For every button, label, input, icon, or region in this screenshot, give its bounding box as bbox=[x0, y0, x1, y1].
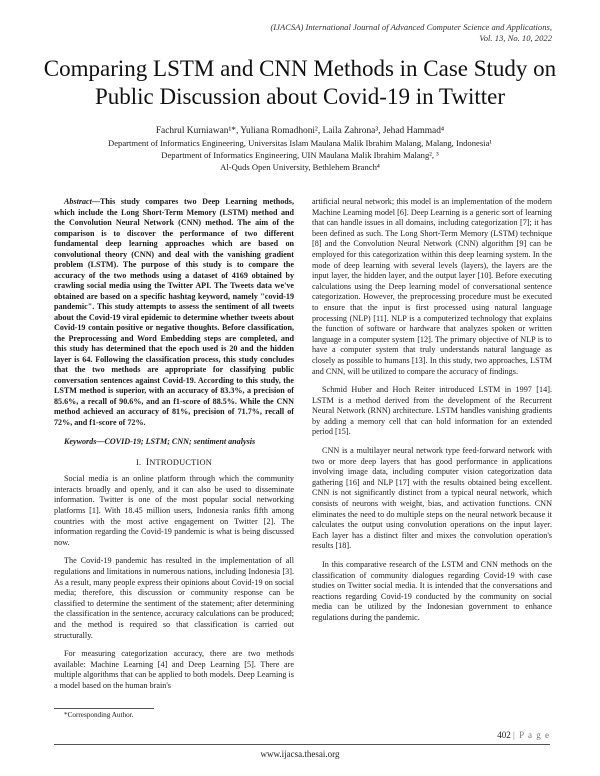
abstract-text: This study compares two Deep Learning methods, which include the Long Short-Term Memory (LSTM) method and the Convolution Neural Network (CNN) method. The aim of the comparison is to discover the performance of two different fundamental deep learning approaches which are based on convolutional theory (CNN) and deal with the vanishing gradient problem (LSTM). The purpose of this study is to compare the accuracy of the two methods using a dataset of 4169 obtained by crawling social media using the Twitter API. The Tweets data we've obtained are based on a specific hashtag keyword, namely "covid-19 pandemic". This study attempts to assess the sentiment of all tweets about the Covid-19 viral epidemic to determine whether tweets about Covid-19 contain positive or negative thoughts. Before classification, the Preprocessing and Word Embedding steps are completed, and this study has determined that the epoch used is 20 and the hidden layer is 64. Following the classification process, this study concludes that the two methods are appropriate for classifying public conversation sentences against Covid-19. According to this study, the LSTM method is superior, with an accuracy of 83.3%, a precision of 85.6%, a recall of 90.6%, and an f1-score of 88.5%. While the CNN method achieved an accuracy of 81%, precision of 71.7%, recall of 72%, and f1-score of 72%. bbox=[54, 197, 294, 427]
section-rest: NTRODUCTION bbox=[149, 457, 212, 467]
section-initial: I bbox=[145, 456, 150, 468]
paper-title: Comparing LSTM and CNN Methods in Case Study on Public Discussion about Covid-19 in Twitter bbox=[43, 56, 557, 109]
page-label: | P a g e bbox=[513, 730, 550, 740]
author-list: Fachrul Kurniawan¹*, Yuliana Romadhoni², Laila Zahrona³, Jehad Hammad⁴ bbox=[155, 126, 445, 136]
affiliation-1: Department of Informatics Engineering, Universitas Islam Maulana Malik Ibrahim Malang, Malang, Indonesia¹ bbox=[108, 138, 492, 148]
footer-divider bbox=[54, 744, 550, 745]
footnote: *Corresponding Author. bbox=[64, 711, 134, 719]
affiliation-3: Al-Quds Open University, Bethlehem Branch⁴ bbox=[220, 161, 380, 172]
footnote-divider bbox=[54, 708, 154, 709]
journal-header bbox=[172, 22, 552, 44]
page-number-value: 402 bbox=[497, 730, 511, 740]
abstract bbox=[54, 197, 294, 428]
journal-volume: Vol. 13, No. 10, 2022 bbox=[479, 33, 552, 43]
intro-paragraph-4: artificial neural network; this model is an implementation of the modern Machine Learning model [6]. Deep Learning is a generic sort of learning that can handle issues in all domains, including categorization [7]; it has been defined as such. The Long Short-Term Memory (LSTM) technique [8] and the Convolution Neural Network (CNN) algorithm [9] can be employed for this categorization within this deep learning system. In the mode of deep learning with several levels (layers), the layers are the input layer, the hidden layer, and the output layer [10]. Before executing calculations using the Deep learning model of conversational sentence categorization. However, the preprocessing procedure must be executed to ensure that the input is first processed using natural language processing (NLP) [11]. NLP is a computerized technology that explains the function of software or hardware that analyzes spoken or written language in a computer system [12]. The primary objective of NLP is to have a computer system that truly understands natural language as closely as possible to humans [13]. In this study, two approaches, LSTM and CNN, will be utilized to compare the accuracy of findings. bbox=[312, 197, 552, 376]
journal-name: (IJACSA) International Journal of Advanced Computer Science and Applications, bbox=[270, 22, 552, 32]
intro-paragraph-6: CNN is a multilayer neural network type feed-forward network with two or more deep layers that has good performance in applications involving image data, including computer vision categorization data gathering [16] and NLP [17] with the results obtained being excellent. CNN is not significantly distinct from a typical neural network, which consists of neurons with weight, bias, and activation functions. CNN eliminates the need to do multiple steps on the neural network because it calculates the output using convolution operations on the input layer. Each layer has a distinct filter and mixes the convolution operation's results [18]. bbox=[312, 446, 552, 551]
intro-paragraph-1: Social media is an online platform through which the community interacts broadly and openly, and it can also be used to disseminate information. Twitter is one of the most popular social networking platforms [1]. With 18.45 million users, Indonesia ranks fifth among countries with the most active engagement on Twitter [2]. The information regarding the Covid-19 pandemic is what is being discussed now. bbox=[54, 474, 294, 547]
intro-paragraph-5: Schmid Huber and Hoch Reiter introduced LSTM in 1997 [14]. LSTM is a method derived from the development of the Recurrent Neural Network (RNN) architecture. LSTM handles vanishing gradients by adding a memory cell that can hold information for an extended period [15]. bbox=[312, 385, 552, 437]
footer-url: www.ijacsa.thesai.org bbox=[260, 749, 340, 759]
abstract-label: Abstract— bbox=[64, 197, 100, 206]
intro-paragraph-2: The Covid-19 pandemic has resulted in the implementation of all regulations and limitations in numerous nations, including Indonesia [3]. As a result, many people express their opinions about Covid-19 on social media; therefore, this discussion or community response can be classified to determine the sentiment of the statement; after determining the classification in the sentence, accuracy calculations can be produced; and the method is required so that classification is carried out structurally. bbox=[54, 556, 294, 640]
affiliation-2: Department of Informatics Engineering, UIN Maulana Malik Ibrahim Malang², ³ bbox=[161, 149, 439, 160]
intro-paragraph-7: In this comparative research of the LSTM and CNN methods on the classification of community dialogues regarding Covid-19 with case studies on Twitter social media. It is intended that the conversations and reactions regarding Covid-19 conducted by the community on social media can be utilized by the Indonesian government to enhance regulations during the pandemic. bbox=[312, 560, 552, 622]
right-column bbox=[312, 197, 552, 632]
section-heading-introduction bbox=[54, 458, 294, 469]
left-column bbox=[54, 197, 294, 699]
intro-paragraph-3: For measuring categorization accuracy, there are two methods available: Machine Learning [4] and Deep Learning [5]. There are multiple algorithms that can be applied to both models. Deep Learning is a model based on the human brain's bbox=[54, 649, 294, 690]
affiliations bbox=[40, 138, 560, 173]
keywords: Keywords—COVID-19; LSTM; CNN; sentiment analysis bbox=[64, 437, 256, 446]
section-numeral: I. bbox=[136, 457, 142, 467]
page-number bbox=[497, 730, 550, 740]
